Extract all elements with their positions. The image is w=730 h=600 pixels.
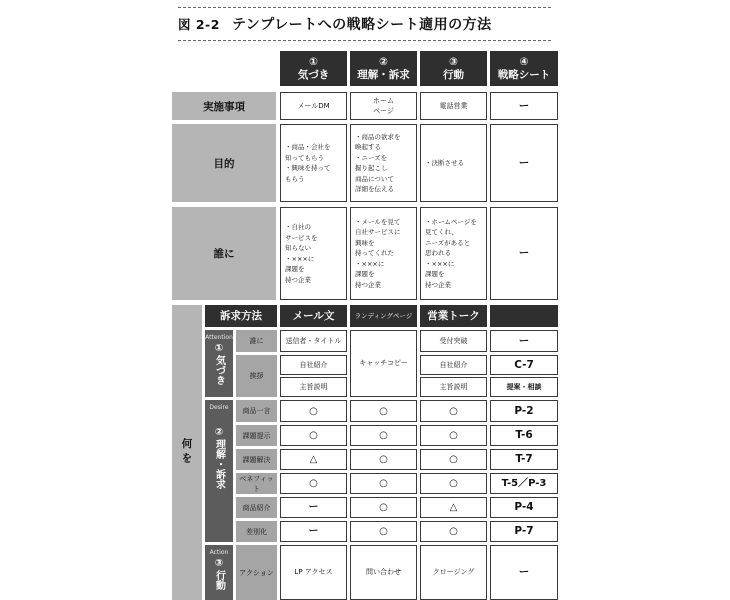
column-header-label: 気づき xyxy=(297,68,330,81)
phase-en: Attention xyxy=(205,334,233,341)
cell-attention-sheet-greeting: C-7 xyxy=(490,355,558,375)
cell-desire-mail: △ xyxy=(280,449,347,470)
cell-desire-sheet: P-4 xyxy=(490,497,558,518)
cell-desire-lp: ○ xyxy=(350,497,417,518)
sub-label-benefit: ベネフィット xyxy=(236,473,277,494)
sub-label-problem: 課題提示 xyxy=(236,425,277,446)
cell-desire-sheet: T-5／P-3 xyxy=(490,473,558,494)
cell-attention-talk-purpose: 主旨説明 xyxy=(420,377,487,397)
cell-attention-talk-reception: 受付突破 xyxy=(420,330,487,352)
channel-header-mail: メール文 xyxy=(280,305,347,327)
sub-label-solution: 課題解決 xyxy=(236,449,277,470)
row-label-implementation: 実施事項 xyxy=(172,92,276,120)
column-header-label: 戦略シート xyxy=(497,68,551,81)
figure-title xyxy=(178,14,551,34)
column-header-num: ④ xyxy=(519,55,529,68)
sub-label-product-intro: 商品紹介 xyxy=(236,497,277,518)
column-header-awareness xyxy=(280,51,347,86)
sub-label-greeting: 挨拶 xyxy=(236,355,277,397)
phase-attention xyxy=(205,330,233,397)
cell-attention-sheet-who: ー xyxy=(490,330,558,352)
cell-implementation-sheet: ー xyxy=(490,92,558,120)
cell-implementation-phone: 電話営業 xyxy=(420,92,487,120)
channel-header-sales-talk: 営業トーク xyxy=(420,305,487,327)
cell-action-talk: クロージング xyxy=(420,545,487,600)
cell-attention-sheet-proposal: 提案・相談 xyxy=(490,377,558,397)
cell-attention-mail-sender: 送信者・タイトル xyxy=(280,330,347,352)
cell-desire-talk: ○ xyxy=(420,449,487,470)
phase-jp: 理解・訴求 xyxy=(213,439,225,489)
cell-purpose-awareness: ・商品・会社を 知ってもらう ・興味を持って もらう xyxy=(280,124,347,202)
cell-desire-mail: ○ xyxy=(280,425,347,446)
column-header-strategy-sheet xyxy=(490,51,558,86)
cell-desire-talk: ○ xyxy=(420,521,487,542)
cell-attention-mail-intro: 自社紹介 xyxy=(280,355,347,375)
cell-desire-mail: ○ xyxy=(280,473,347,494)
method-header: 訴求方法 xyxy=(205,305,277,327)
cell-purpose-sheet: ー xyxy=(490,124,558,202)
column-header-num: ② xyxy=(379,55,388,68)
title-bottom-rule xyxy=(178,40,551,41)
cell-implementation-mail: メールDM xyxy=(280,92,347,120)
phase-en: Action xyxy=(209,549,229,556)
column-header-num: ③ xyxy=(449,55,458,68)
row-label-target: 誰に xyxy=(172,207,276,300)
cell-desire-talk: △ xyxy=(420,497,487,518)
column-header-num: ① xyxy=(309,55,318,68)
phase-num: ③ xyxy=(214,558,224,569)
cell-desire-talk: ○ xyxy=(420,425,487,446)
cell-desire-lp: ○ xyxy=(350,425,417,446)
cell-action-lp: 問い合わせ xyxy=(350,545,417,600)
cell-desire-talk: ○ xyxy=(420,400,487,422)
cell-target-understanding: ・メールを見て 自社サービスに 興味を 持ってくれた ・×××に 課題を 持つ企業 xyxy=(350,207,417,300)
phase-jp: 行動 xyxy=(213,570,225,590)
sub-label-differentiation: 差別化 xyxy=(236,521,277,542)
phase-desire xyxy=(205,400,233,542)
phase-en: Desire xyxy=(209,404,229,411)
cell-desire-mail: ー xyxy=(280,521,347,542)
figure-title-text: テンプレートへの戦略シート適用の方法 xyxy=(231,17,492,33)
cell-action-mail: LP アクセス xyxy=(280,545,347,600)
cell-purpose-understanding: ・商品の欲求を 喚起する ・ニーズを 掘り起こし 商品について 詳細を伝える xyxy=(350,124,417,202)
cell-desire-sheet: T-7 xyxy=(490,449,558,470)
cell-attention-talk-intro: 自社紹介 xyxy=(420,355,487,375)
figure-number: 図 2-2 xyxy=(178,17,220,32)
column-header-label: 理解・訴求 xyxy=(357,68,410,81)
sub-label-product-one-liner: 商品一言 xyxy=(236,400,277,422)
cell-implementation-homepage: ホーム ページ xyxy=(350,92,417,120)
cell-desire-mail: ○ xyxy=(280,400,347,422)
cell-target-awareness: ・自社の サービスを 知らない ・×××に 課題を 持つ企業 xyxy=(280,207,347,300)
cell-target-sheet: ー xyxy=(490,207,558,300)
cell-attention-lp-catchcopy: キャッチコピー xyxy=(350,330,417,397)
cell-desire-mail: ー xyxy=(280,497,347,518)
cell-desire-lp: ○ xyxy=(350,400,417,422)
cell-attention-mail-purpose: 主旨説明 xyxy=(280,377,347,397)
column-header-label: 行動 xyxy=(443,68,464,81)
cell-purpose-action: ・決断させる xyxy=(420,124,487,202)
cell-desire-sheet: P-7 xyxy=(490,521,558,542)
cell-target-action: ・ホームページを 見てくれ、 ニーズがあると 思われる ・×××に 課題を 持つ企業 xyxy=(420,207,487,300)
channel-header-landing-page: ランディングページ xyxy=(350,305,417,327)
phase-action xyxy=(205,545,233,600)
title-top-rule xyxy=(178,7,551,8)
row-label-purpose: 目的 xyxy=(172,124,276,202)
side-label-what: 何を xyxy=(172,305,202,600)
cell-desire-lp: ○ xyxy=(350,473,417,494)
sub-label-who: 誰に xyxy=(236,330,277,352)
phase-num: ② xyxy=(214,427,224,438)
cell-desire-sheet: P-2 xyxy=(490,400,558,422)
channel-header-sheet xyxy=(490,305,558,327)
column-header-action xyxy=(420,51,487,86)
sub-label-action: アクション xyxy=(236,545,277,600)
phase-num: ① xyxy=(214,343,224,354)
cell-desire-lp: ○ xyxy=(350,449,417,470)
cell-action-sheet: ー xyxy=(490,545,558,600)
cell-desire-talk: ○ xyxy=(420,473,487,494)
cell-desire-lp: ○ xyxy=(350,521,417,542)
phase-jp: 気づき xyxy=(213,355,225,385)
column-header-understanding xyxy=(350,51,417,86)
cell-desire-sheet: T-6 xyxy=(490,425,558,446)
